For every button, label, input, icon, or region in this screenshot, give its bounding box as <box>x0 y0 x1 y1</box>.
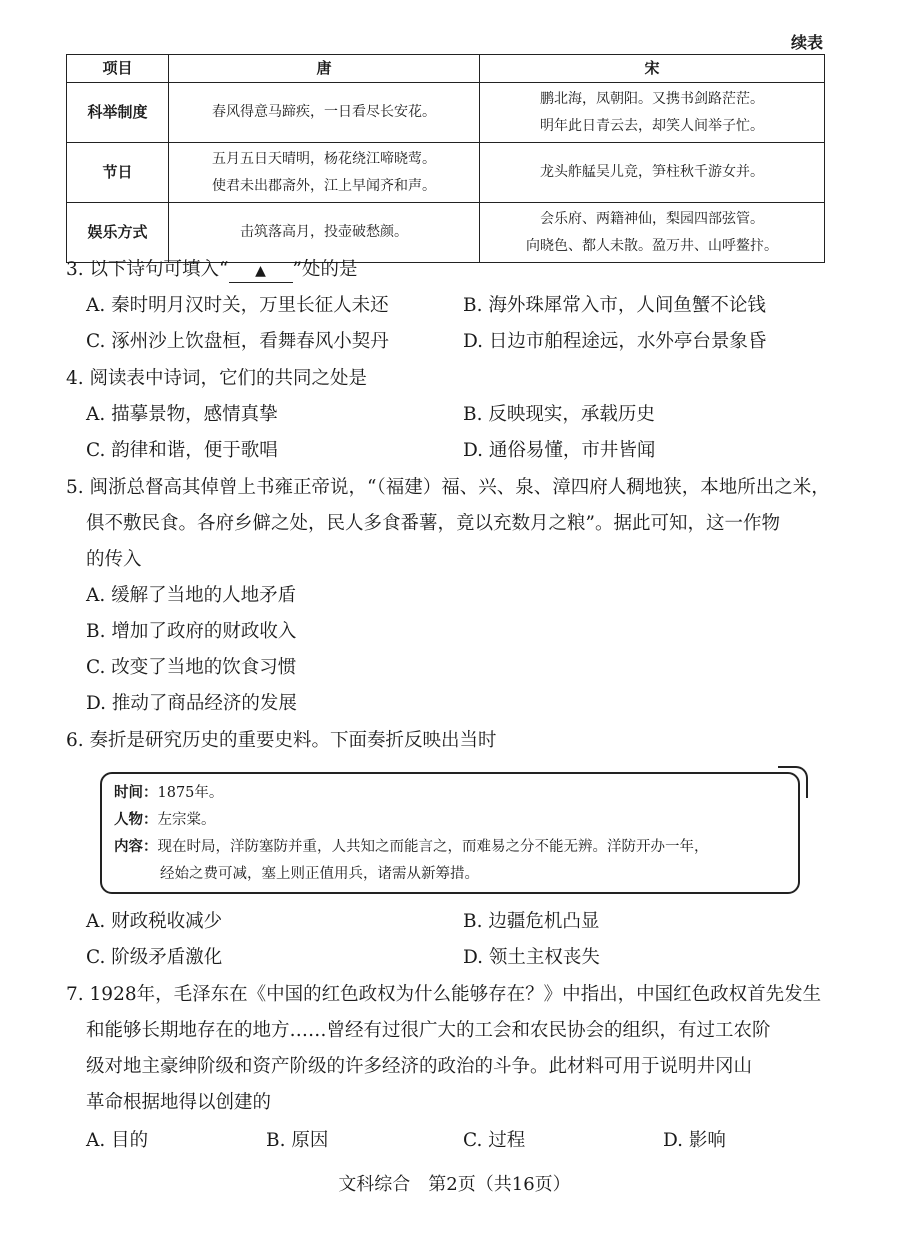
question-7-stem-line: 级对地主豪绅阶级和资产阶级的许多经济的政治的斗争。此材料可用于说明井冈山 <box>86 1056 753 1077</box>
memo-person <box>114 807 216 834</box>
poem-line: 使君未出郡斋外，江上早闻齐和声。 <box>212 177 436 194</box>
triangle-icon: ▲ <box>255 263 266 279</box>
question-7-stem-line: 和能够长期地存在的地方……曾经有过很广大的工会和农民协会的组织，有过工农阶 <box>86 1020 771 1041</box>
memo-person-key: 人物： <box>114 812 158 828</box>
poem-line: 击筑落高月，投壶破愁颜。 <box>240 224 408 240</box>
q3-option-b: B. 海外珠犀常入市，人间鱼蟹不论钱 <box>463 295 766 316</box>
q7-option-c: C. 过程 <box>463 1130 526 1151</box>
question-3-stem <box>66 252 357 288</box>
question-4-stem: 4. 阅读表中诗词，它们的共同之处是 <box>66 368 368 389</box>
table-header-tang: 唐 <box>169 55 480 83</box>
q6-option-a: A. 财政税收减少 <box>86 911 223 932</box>
poem-comparison-table <box>66 54 825 263</box>
question-7-stem-line: 7. 1928年，毛泽东在《中国的红色政权为什么能够存在？》中指出，中国红色政权首先发生 <box>66 984 822 1005</box>
question-7-stem-line: 革命根据地得以创建的 <box>86 1092 272 1113</box>
memo-person-value: 左宗棠。 <box>157 812 216 828</box>
answer-blank <box>229 259 293 283</box>
memo-time-value: 1875年。 <box>157 785 224 801</box>
q3-option-c: C. 涿州沙上饮盘桓，看舞春风小契丹 <box>86 331 389 352</box>
poem-line: 向晓色、都人未散。盈万井、山呼鳌抃。 <box>526 237 778 254</box>
q5-option-b: B. 增加了政府的财政收入 <box>86 621 297 642</box>
q7-option-d: D. 影响 <box>663 1130 726 1151</box>
poem-line: 龙头舴艋吴儿竞，笋柱秋千游女并。 <box>540 164 764 180</box>
q4-option-a: A. 描摹景物，感情真挚 <box>86 404 278 425</box>
memorial-excerpt-box <box>100 772 800 894</box>
q6-option-b: B. 边疆危机凸显 <box>463 911 600 932</box>
memo-time-key: 时间： <box>114 785 158 801</box>
table-row-keju <box>67 83 825 143</box>
q3-stem-after: ”处的是 <box>292 259 358 280</box>
q3-stem-before: 3. 以下诗句可填入“ <box>66 259 229 280</box>
table-header-item: 项目 <box>67 55 169 83</box>
q5-option-a: A. 缓解了当地的人地矛盾 <box>86 585 297 606</box>
poem-line: 会乐府、两籍神仙，梨园四部弦管。 <box>540 210 764 227</box>
poem-line: 五月五日天晴明，杨花绕江啼晓莺。 <box>212 150 436 167</box>
song-poem-cell <box>480 203 825 263</box>
memo-content-key: 内容： <box>114 839 158 855</box>
q4-option-c: C. 韵律和谐，便于歌唱 <box>86 440 278 461</box>
continued-table-label: 续表 <box>790 33 823 52</box>
page-footer: 文科综合 第2页（共16页） <box>338 1174 571 1195</box>
tang-poem-cell <box>169 143 480 203</box>
memo-content <box>114 834 709 861</box>
q3-option-a: A. 秦时明月汉时关，万里长征人未还 <box>86 295 389 316</box>
table-header-row <box>67 55 825 83</box>
table-header-song: 宋 <box>480 55 825 83</box>
question-5-stem-line: 的传入 <box>86 549 142 570</box>
q4-option-b: B. 反映现实，承载历史 <box>463 404 655 425</box>
question-5-stem-line: 俱不敷民食。各府乡僻之处，民人多食番薯，竟以充数月之粮”。据此可知，这一作物 <box>86 513 780 534</box>
row-label: 娱乐方式 <box>67 203 169 263</box>
row-label: 科举制度 <box>67 83 169 143</box>
table-row-festival <box>67 143 825 203</box>
q6-option-d: D. 领土主权丧失 <box>463 947 600 968</box>
row-label: 节日 <box>67 143 169 203</box>
poem-line: 明年此日青云去，却笑人间举子忙。 <box>540 117 764 134</box>
song-poem-cell <box>480 83 825 143</box>
q3-option-d: D. 日边市舶程途远，水外亭台景象昏 <box>463 331 767 352</box>
q5-option-c: C. 改变了当地的饮食习惯 <box>86 657 297 678</box>
q7-option-b: B. 原因 <box>266 1130 329 1151</box>
q5-option-d: D. 推动了商品经济的发展 <box>86 693 297 714</box>
poem-line: 春风得意马蹄疾，一日看尽长安花。 <box>212 104 436 120</box>
memo-time <box>114 780 223 807</box>
tang-poem-cell <box>169 83 480 143</box>
box-corner-decoration <box>778 766 808 798</box>
memo-content-line: 经始之费可减，塞上则正值用兵，诸需从新筹措。 <box>160 866 479 882</box>
q6-option-c: C. 阶级矛盾激化 <box>86 947 223 968</box>
q7-option-a: A. 目的 <box>86 1130 149 1151</box>
question-5-stem-line: 5. 闽浙总督高其倬曾上书雍正帝说，“（福建）福、兴、泉、漳四府人稠地狭，本地所出之米， <box>66 477 830 498</box>
poem-line: 鹏北海，凤朝阳。又携书剑路茫茫。 <box>540 90 764 107</box>
question-6-stem: 6. 奏折是研究历史的重要史料。下面奏折反映出当时 <box>66 730 497 751</box>
q4-option-d: D. 通俗易懂，市井皆闻 <box>463 440 656 461</box>
memo-content-line: 现在时局，洋防塞防并重，人共知之而能言之，而难易之分不能无辨。洋防开办一年， <box>157 839 709 855</box>
song-poem-cell <box>480 143 825 203</box>
